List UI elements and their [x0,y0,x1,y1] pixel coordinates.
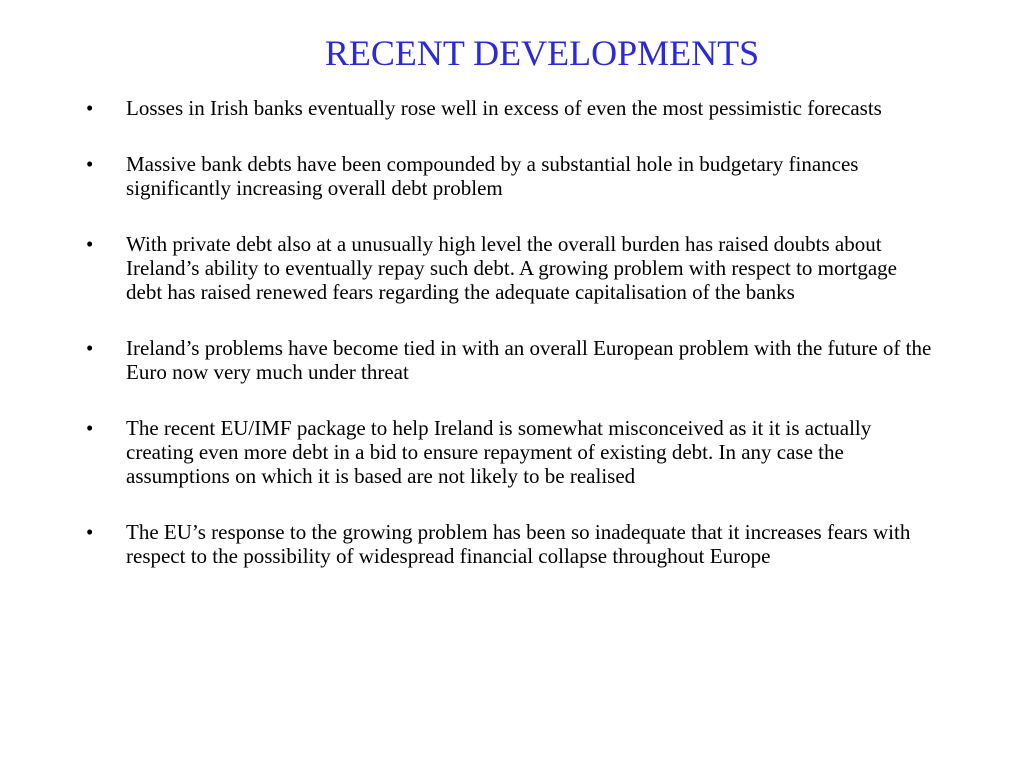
bullet-marker: • [86,336,94,360]
bullet-item [86,152,936,200]
bullet-item [86,96,936,120]
bullet-marker: • [86,96,94,120]
bullet-list [86,96,936,600]
bullet-text: The EU’s response to the growing problem has been so inadequate that it increases fears with respect to the possibility of widespread financial collapse throughout Europe [126,520,911,568]
bullet-item [86,520,936,568]
bullet-item [86,336,936,384]
bullet-item [86,232,936,304]
bullet-text: The recent EU/IMF package to help Ireland is somewhat misconceived as it it is actually creating even more debt in a bid to ensure repayment of existing debt. In any case the assumptions on which it is based are not likely to be realised [126,416,872,488]
bullet-text: Massive bank debts have been compounded by a substantial hole in budgetary finances significantly increasing overall debt problem [126,152,859,200]
bullet-marker: • [86,152,94,176]
bullet-text: With private debt also at a unusually high level the overall burden has raised doubts about Ireland’s ability to eventually repay such debt. A growing problem with respect to mortgage debt has raised renewed fears regarding the adequate capitalisation of the banks [126,232,897,304]
bullet-text: Losses in Irish banks eventually rose well in excess of even the most pessimistic forecasts [126,96,882,120]
bullet-item [86,416,936,488]
bullet-marker: • [86,232,94,256]
slide-title: RECENT DEVELOPMENTS [324,33,760,73]
bullet-text: Ireland’s problems have become tied in with an overall European problem with the future of the Euro now very much under threat [126,336,932,384]
bullet-marker: • [86,520,94,544]
bullet-marker: • [86,416,94,440]
